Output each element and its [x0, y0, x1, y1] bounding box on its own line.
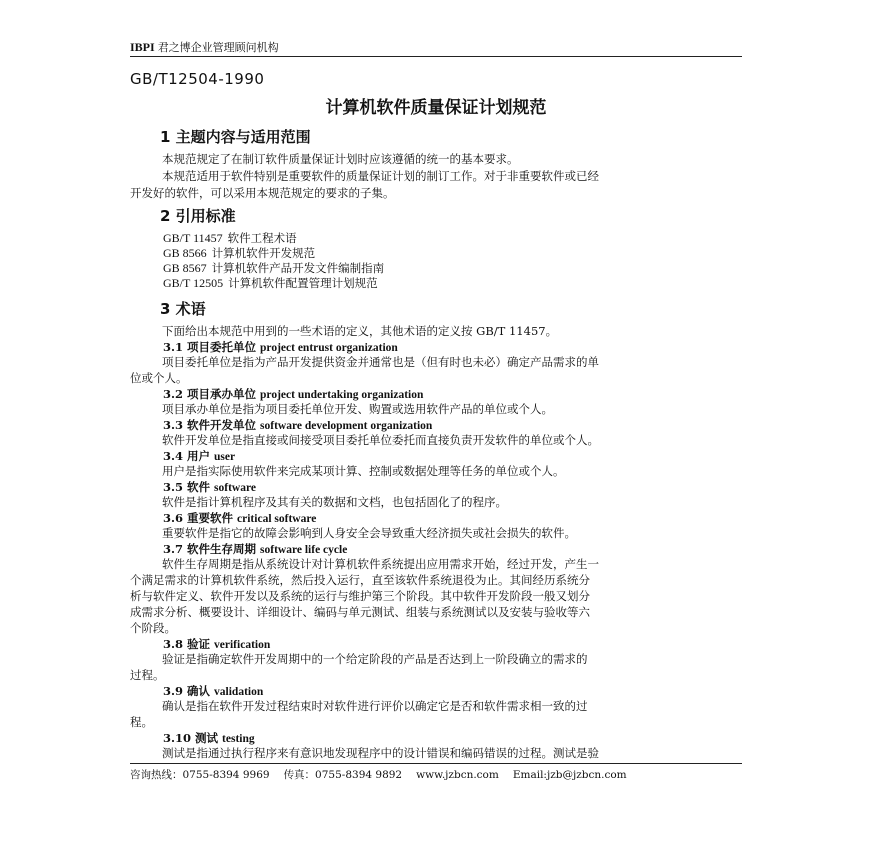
term-en: software	[214, 482, 256, 494]
term-number: 3.8	[163, 637, 184, 651]
reference-name: 计算机软件产品开发文件编制指南	[211, 261, 385, 275]
term-number: 3.9	[163, 684, 184, 698]
paragraph-line: 本规范规定了在制订软件质量保证计划时应该遵循的统一的基本要求。	[162, 152, 519, 166]
term-number: 3.3	[163, 418, 184, 432]
term-heading	[163, 448, 235, 464]
paragraph-line: 析与软件定义、软件开发以及系统的运行与维护第三个阶段。其中软件开发阶段一般又划分	[130, 589, 590, 603]
header-divider	[130, 56, 742, 57]
paragraph-line: 软件生存周期是指从系统设计对计算机软件系统提出应用需求开始，经过开发，产生一	[162, 557, 599, 571]
paragraph-line: 重要软件是指它的故障会影响到人身安全会导致重大经济损失或社会损失的软件。	[162, 526, 576, 540]
standard-number: GB/T12504-1990	[130, 70, 265, 88]
footer-email: Email:jzb@jzbcn.com	[512, 769, 627, 781]
brand-logo-text: IBPI	[130, 40, 155, 54]
term-en: validation	[214, 686, 264, 698]
reference-item	[163, 245, 315, 261]
paragraph-line: 软件是指计算机程序及其有关的数据和文档，也包括固化了的程序。	[162, 495, 507, 509]
term-zh: 软件生存周期	[187, 542, 257, 556]
reference-code: GB/T 11457	[163, 231, 223, 245]
section-heading-2: 2 引用标准	[160, 207, 236, 225]
paragraph-line: 程。	[130, 715, 153, 729]
section-heading-3: 3 术语	[160, 300, 206, 318]
term-zh: 项目委托单位	[187, 340, 257, 354]
term-number: 3.2	[163, 387, 184, 401]
document-title: 计算机软件质量保证计划规范	[325, 98, 547, 118]
paragraph-line: 过程。	[130, 668, 165, 682]
term-number: 3.4	[163, 449, 184, 463]
term-heading	[163, 541, 347, 557]
term-en: project undertaking organization	[260, 389, 424, 401]
paragraph-line: 项目委托单位是指为产品开发提供资金并通常也是（但有时也未必）确定产品需求的单	[162, 355, 599, 369]
term-heading	[163, 510, 316, 526]
term-zh: 验证	[187, 637, 211, 651]
page-header	[130, 39, 279, 55]
term-en: critical software	[237, 513, 317, 525]
term-heading	[163, 636, 270, 652]
term-heading	[163, 730, 255, 746]
paragraph-line: 个满足需求的计算机软件系统，然后投入运行，直至该软件系统退役为止。其间经历系统分	[130, 573, 590, 587]
footer-website: www.jzbcn.com	[416, 769, 499, 781]
term-en: user	[214, 451, 236, 463]
term-number: 3.5	[163, 480, 184, 494]
reference-code: GB 8566	[163, 246, 207, 260]
paragraph-line: 开发好的软件，可以采用本规范规定的要求的子集。	[130, 186, 395, 200]
term-number: 3.6	[163, 511, 184, 525]
page-footer	[130, 767, 641, 782]
term-zh: 软件	[187, 480, 211, 494]
term-zh: 软件开发单位	[187, 418, 257, 432]
term-en: verification	[214, 639, 271, 651]
reference-name: 计算机软件配置管理计划规范	[228, 276, 378, 290]
reference-name: 软件工程术语	[227, 231, 297, 245]
footer-divider	[130, 763, 742, 764]
term-zh: 用户	[187, 449, 211, 463]
section-heading-1: 1 主题内容与适用范围	[160, 128, 311, 146]
paragraph-line: 下面给出本规范中用到的一些术语的定义，其他术语的定义按 GB/T 11457。	[162, 324, 558, 338]
paragraph-line: 验证是指确定软件开发周期中的一个给定阶段的产品是否达到上一阶段确立的需求的	[162, 652, 588, 666]
paragraph-line: 位或个人。	[130, 371, 188, 385]
paragraph-line: 成需求分析、概要设计、详细设计、编码与单元测试、组装与系统测试以及安装与验收等六	[130, 605, 590, 619]
term-zh: 项目承办单位	[187, 387, 257, 401]
paragraph-line: 本规范适用于软件特别是重要软件的质量保证计划的制订工作。对于非重要软件或已经	[162, 169, 599, 183]
paragraph-line: 确认是指在软件开发过程结束时对软件进行评价以确定它是否和软件需求相一致的过	[162, 699, 588, 713]
reference-name: 计算机软件开发规范	[211, 246, 316, 260]
term-en: software development organization	[260, 420, 433, 432]
term-zh: 确认	[187, 684, 211, 698]
org-name: 君之博企业管理顾问机构	[157, 41, 279, 54]
term-en: project entrust organization	[260, 342, 398, 354]
term-en: testing	[222, 733, 255, 745]
paragraph-line: 个阶段。	[130, 621, 176, 635]
reference-item	[163, 260, 384, 276]
term-en: software life cycle	[260, 544, 348, 556]
term-heading	[163, 417, 432, 433]
paragraph-line: 项目承办单位是指为项目委托单位开发、购置或选用软件产品的单位或个人。	[162, 402, 553, 416]
term-heading	[163, 386, 423, 402]
reference-item	[163, 275, 378, 291]
term-heading	[163, 339, 398, 355]
term-zh: 重要软件	[187, 511, 234, 525]
paragraph-line: 用户是指实际使用软件来完成某项计算、控制或数据处理等任务的单位或个人。	[162, 464, 565, 478]
paragraph-line: 软件开发单位是指直接或间接受项目委托单位委托而直接负责开发软件的单位或个人。	[162, 433, 599, 447]
term-zh: 测试	[195, 731, 219, 745]
term-number: 3.1	[163, 340, 184, 354]
term-heading	[163, 683, 263, 699]
reference-item	[163, 230, 297, 246]
term-heading	[163, 479, 256, 495]
term-number: 3.7	[163, 542, 184, 556]
reference-code: GB 8567	[163, 261, 207, 275]
footer-fax: 传真：0755-8394 9892	[283, 769, 403, 781]
footer-hotline: 咨询热线：0755-8394 9969	[130, 769, 270, 781]
reference-code: GB/T 12505	[163, 276, 224, 290]
term-number: 3.10	[163, 731, 192, 745]
paragraph-line: 测试是指通过执行程序来有意识地发现程序中的设计错误和编码错误的过程。测试是验	[162, 746, 599, 760]
